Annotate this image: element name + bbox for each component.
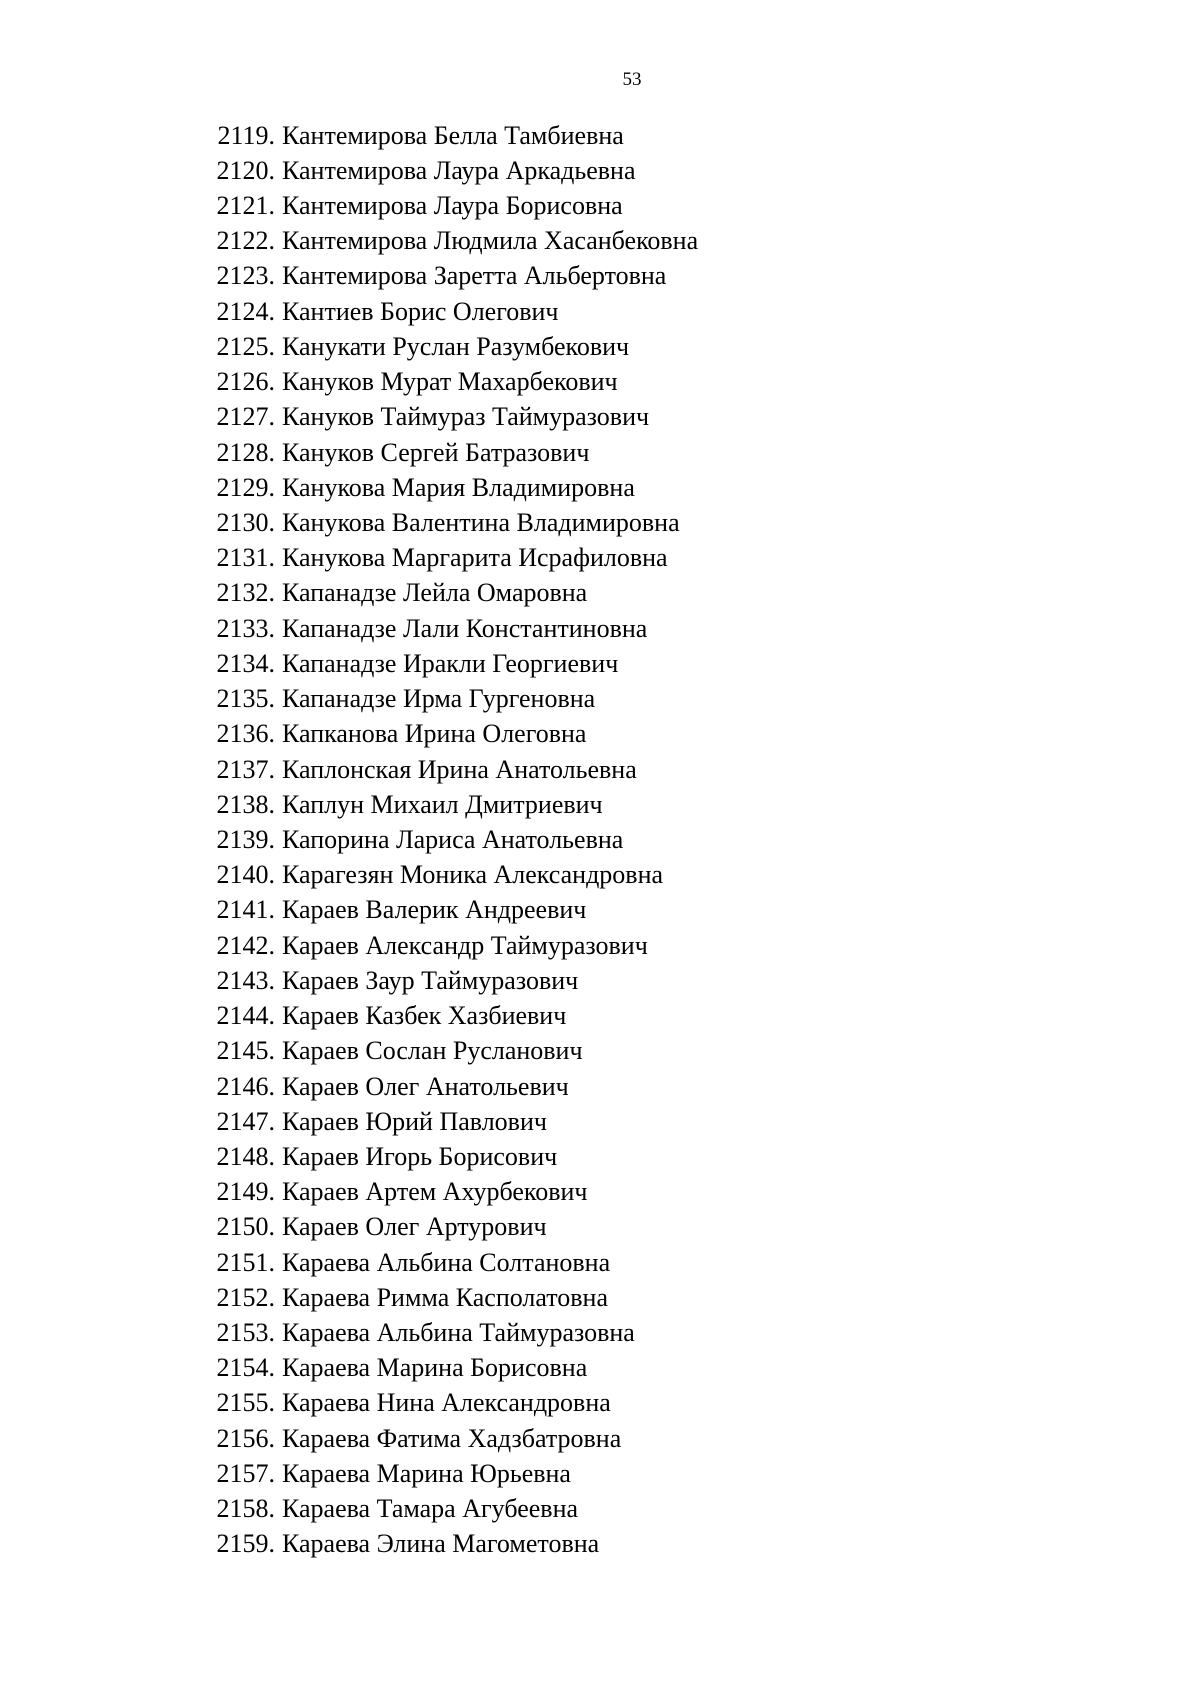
list-item-name: Капанадзе Лейла Омаровна xyxy=(282,578,588,608)
list-item-name: Караев Олег Анатольевич xyxy=(282,1071,569,1101)
list-item xyxy=(0,294,698,329)
list-item-number: 2129. xyxy=(216,472,275,502)
list-item-number: 2147. xyxy=(216,1106,275,1136)
list-item xyxy=(0,435,698,470)
list-item-name: Кантемирова Белла Тамбиевна xyxy=(282,120,624,150)
list-item-number: 2145. xyxy=(216,1036,275,1066)
list-item-number: 2139. xyxy=(216,824,275,854)
list-item-name: Караев Казбек Хазбиевич xyxy=(282,1001,567,1031)
list-item-name: Кантемирова Заретта Альбертовна xyxy=(282,261,667,291)
list-item-name: Кантиев Борис Олегович xyxy=(282,296,559,326)
list-item xyxy=(0,1175,698,1210)
list-item xyxy=(0,717,698,752)
list-item-name: Караев Заур Таймуразович xyxy=(282,965,579,995)
list-item xyxy=(0,1527,698,1562)
list-item-name: Караева Фатима Хадзбатровна xyxy=(282,1423,622,1453)
list-item-number: 2132. xyxy=(216,578,275,608)
list-item xyxy=(0,787,698,822)
list-item-name: Караев Артем Ахурбекович xyxy=(282,1177,588,1207)
list-item-number: 2126. xyxy=(216,367,275,397)
list-item xyxy=(0,1034,698,1069)
list-item-name: Караева Марина Юрьевна xyxy=(282,1458,571,1488)
list-item-name: Караева Марина Борисовна xyxy=(282,1353,588,1383)
list-item xyxy=(0,1421,698,1456)
list-item-name: Канукати Руслан Разумбекович xyxy=(282,331,630,361)
list-item xyxy=(0,153,698,188)
list-item xyxy=(0,505,698,540)
list-item-name: Кантемирова Лаура Аркадьевна xyxy=(282,155,636,185)
list-item-number: 2142. xyxy=(216,930,275,960)
list-item-number: 2141. xyxy=(216,895,275,925)
list-item-name: Канукова Маргарита Исрафиловна xyxy=(282,543,668,573)
list-item-number: 2138. xyxy=(216,789,275,819)
list-item-number: 2136. xyxy=(216,719,275,749)
list-item-name: Капанадзе Лали Константиновна xyxy=(282,613,648,643)
list-item-name: Капанадзе Ирма Гургеновна xyxy=(282,684,596,714)
list-item xyxy=(0,1386,698,1421)
list-item-name: Капорина Лариса Анатольевна xyxy=(282,824,624,854)
list-item-number: 2140. xyxy=(216,860,275,890)
list-item-number: 2119. xyxy=(217,120,275,150)
list-item-number: 2127. xyxy=(216,402,275,432)
list-item-name: Канукова Валентина Владимировна xyxy=(282,508,680,538)
list-item-name: Кануков Мурат Махарбекович xyxy=(282,367,618,397)
list-item-number: 2121. xyxy=(216,191,275,221)
list-item-number: 2123. xyxy=(216,261,275,291)
list-item-number: 2128. xyxy=(216,437,275,467)
list-item xyxy=(0,118,698,153)
list-item-number: 2131. xyxy=(216,543,275,573)
list-item-number: 2120. xyxy=(216,155,275,185)
list-item xyxy=(0,400,698,435)
list-item-number: 2149. xyxy=(216,1177,275,1207)
list-item-name: Капканова Ирина Олеговна xyxy=(282,719,587,749)
list-item-name: Каплонская Ирина Анатольевна xyxy=(282,754,637,784)
list-item-name: Караев Александр Таймуразович xyxy=(282,930,648,960)
list-item xyxy=(0,998,698,1033)
list-item xyxy=(0,365,698,400)
list-item xyxy=(0,963,698,998)
list-item xyxy=(0,858,698,893)
list-item xyxy=(0,1210,698,1245)
list-item xyxy=(0,1280,698,1315)
list-item xyxy=(0,1492,698,1527)
list-item-name: Караев Игорь Борисович xyxy=(282,1141,558,1171)
list-item xyxy=(0,928,698,963)
list-item xyxy=(0,470,698,505)
list-item-number: 2133. xyxy=(216,613,275,643)
name-list xyxy=(0,118,698,1562)
list-item-number: 2130. xyxy=(216,508,275,538)
list-item xyxy=(0,893,698,928)
list-item xyxy=(0,259,698,294)
list-item xyxy=(0,541,698,576)
list-item-name: Кантемирова Лаура Борисовна xyxy=(282,191,623,221)
list-item-number: 2155. xyxy=(216,1388,275,1418)
list-item xyxy=(0,1139,698,1174)
list-item-number: 2159. xyxy=(216,1529,275,1559)
list-item-name: Кануков Таймураз Таймуразович xyxy=(282,402,650,432)
list-item xyxy=(0,611,698,646)
list-item-number: 2157. xyxy=(216,1458,275,1488)
list-item-name: Кантемирова Людмила Хасанбековна xyxy=(282,226,699,256)
list-item-name: Караев Олег Артурович xyxy=(282,1212,547,1242)
list-item-number: 2158. xyxy=(216,1494,275,1524)
list-item-name: Каплун Михаил Дмитриевич xyxy=(282,789,603,819)
list-item xyxy=(0,1351,698,1386)
list-item xyxy=(0,1245,698,1280)
list-item-number: 2124. xyxy=(216,296,275,326)
list-item-name: Караева Нина Александровна xyxy=(282,1388,611,1418)
list-item-number: 2143. xyxy=(216,965,275,995)
list-item-name: Караева Римма Касполатовна xyxy=(282,1282,608,1312)
list-item-number: 2154. xyxy=(216,1353,275,1383)
list-item-name: Караева Тамара Агубеевна xyxy=(282,1494,579,1524)
list-item-name: Карагезян Моника Александровна xyxy=(282,860,664,890)
list-item-number: 2135. xyxy=(216,684,275,714)
list-item xyxy=(0,1315,698,1350)
list-item xyxy=(0,576,698,611)
list-item xyxy=(0,188,698,223)
list-item-number: 2153. xyxy=(216,1318,275,1348)
list-item-number: 2150. xyxy=(216,1212,275,1242)
list-item-number: 2137. xyxy=(216,754,275,784)
list-item xyxy=(0,1456,698,1491)
list-item-name: Кануков Сергей Батразович xyxy=(282,437,590,467)
list-item xyxy=(0,646,698,681)
list-item-name: Канукова Мария Владимировна xyxy=(282,472,635,502)
list-item-number: 2122. xyxy=(216,226,275,256)
list-item-name: Капанадзе Иракли Георгиевич xyxy=(282,648,619,678)
list-item xyxy=(0,329,698,364)
list-item-number: 2144. xyxy=(216,1001,275,1031)
list-item-number: 2125. xyxy=(216,331,275,361)
list-item-name: Караев Валерик Андреевич xyxy=(282,895,587,925)
list-item-name: Караева Альбина Солтановна xyxy=(282,1247,611,1277)
list-item xyxy=(0,1069,698,1104)
list-item xyxy=(0,224,698,259)
list-item xyxy=(0,822,698,857)
list-item-name: Караева Альбина Таймуразовна xyxy=(282,1318,635,1348)
list-item-number: 2152. xyxy=(216,1282,275,1312)
page-number: 53 xyxy=(622,69,642,90)
list-item xyxy=(0,682,698,717)
list-item-number: 2148. xyxy=(216,1141,275,1171)
list-item xyxy=(0,752,698,787)
list-item-number: 2156. xyxy=(216,1423,275,1453)
list-item xyxy=(0,1104,698,1139)
list-item-number: 2134. xyxy=(216,648,275,678)
list-item-name: Караева Элина Магометовна xyxy=(282,1529,600,1559)
list-item-name: Караев Юрий Павлович xyxy=(282,1106,547,1136)
list-item-number: 2146. xyxy=(216,1071,275,1101)
list-item-name: Караев Сослан Русланович xyxy=(282,1036,583,1066)
list-item-number: 2151. xyxy=(216,1247,275,1277)
